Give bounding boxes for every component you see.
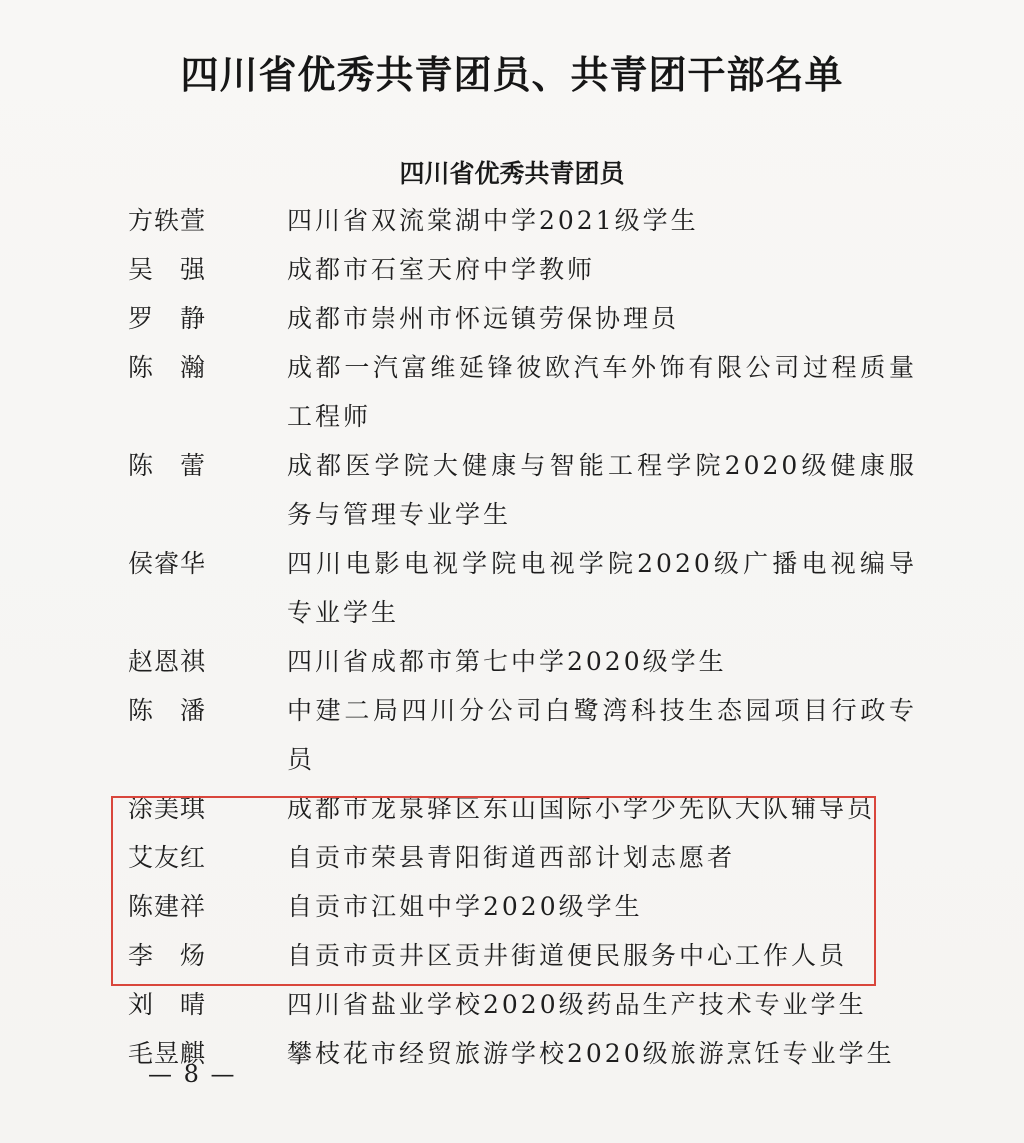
honoree-name: 涂美琪 [128,794,207,823]
honoree-name: 侯睿华 [128,549,207,578]
honoree-name: 陈建祥 [128,892,207,921]
honoree-name: 艾友红 [128,843,207,872]
honoree-description: 自贡市荣县青阳街道西部计划志愿者 [287,843,736,872]
honoree-description: 成都市崇州市怀远镇劳保协理员 [287,304,680,333]
list-item [0,637,1024,686]
section-title: 四川省优秀共青团员 [399,159,625,188]
honoree-description: 四川省双流棠湖中学2021级学生 [287,206,699,235]
honoree-description: 中建二局四川分公司白鹭湾科技生态园项目行政专员 [287,696,917,774]
honoree-name: 罗 静 [128,304,207,333]
honoree-description: 成都医学院大健康与智能工程学院2020级健康服务与管理专业学生 [287,451,917,529]
list-item [0,686,1024,784]
honoree-description: 四川电影电视学院电视学院2020级广播电视编导专业学生 [287,549,917,627]
honoree-description: 自贡市贡井区贡井街道便民服务中心工作人员 [287,941,848,970]
honoree-description: 成都一汽富维延锋彼欧汽车外饰有限公司过程质量工程师 [287,353,917,431]
list-item [0,441,1024,539]
honoree-name: 李 炀 [128,941,207,970]
honoree-name: 陈 蕾 [128,451,207,480]
honoree-description: 成都市龙泉驿区东山国际小学少先队大队辅导员 [287,794,876,823]
honoree-name: 方轶萱 [128,206,207,235]
list-item [0,196,1024,245]
honoree-description: 四川省成都市第七中学2020级学生 [287,647,727,676]
page-number: — 8 — [148,1060,237,1088]
honoree-description: 成都市石室天府中学教师 [287,255,596,284]
list-item [0,245,1024,294]
honoree-description: 攀枝花市经贸旅游学校2020级旅游烹饪专业学生 [287,1039,895,1068]
honoree-name: 陈 潘 [128,696,207,725]
list-item [0,980,1024,1029]
list-item [0,343,1024,441]
honoree-name: 赵恩祺 [128,647,207,676]
highlight-box [111,796,876,986]
honoree-description: 自贡市江姐中学2020级学生 [287,892,643,921]
list-item [0,294,1024,343]
honoree-name: 毛昱麒 [128,1039,207,1068]
honoree-description: 四川省盐业学校2020级药品生产技术专业学生 [287,990,867,1019]
list-item [0,539,1024,637]
document-title: 四川省优秀共青团员、共青团干部名单 [180,53,844,97]
honoree-name: 刘 晴 [128,990,207,1019]
honoree-name: 吴 强 [128,255,207,284]
honoree-name: 陈 瀚 [128,353,207,382]
